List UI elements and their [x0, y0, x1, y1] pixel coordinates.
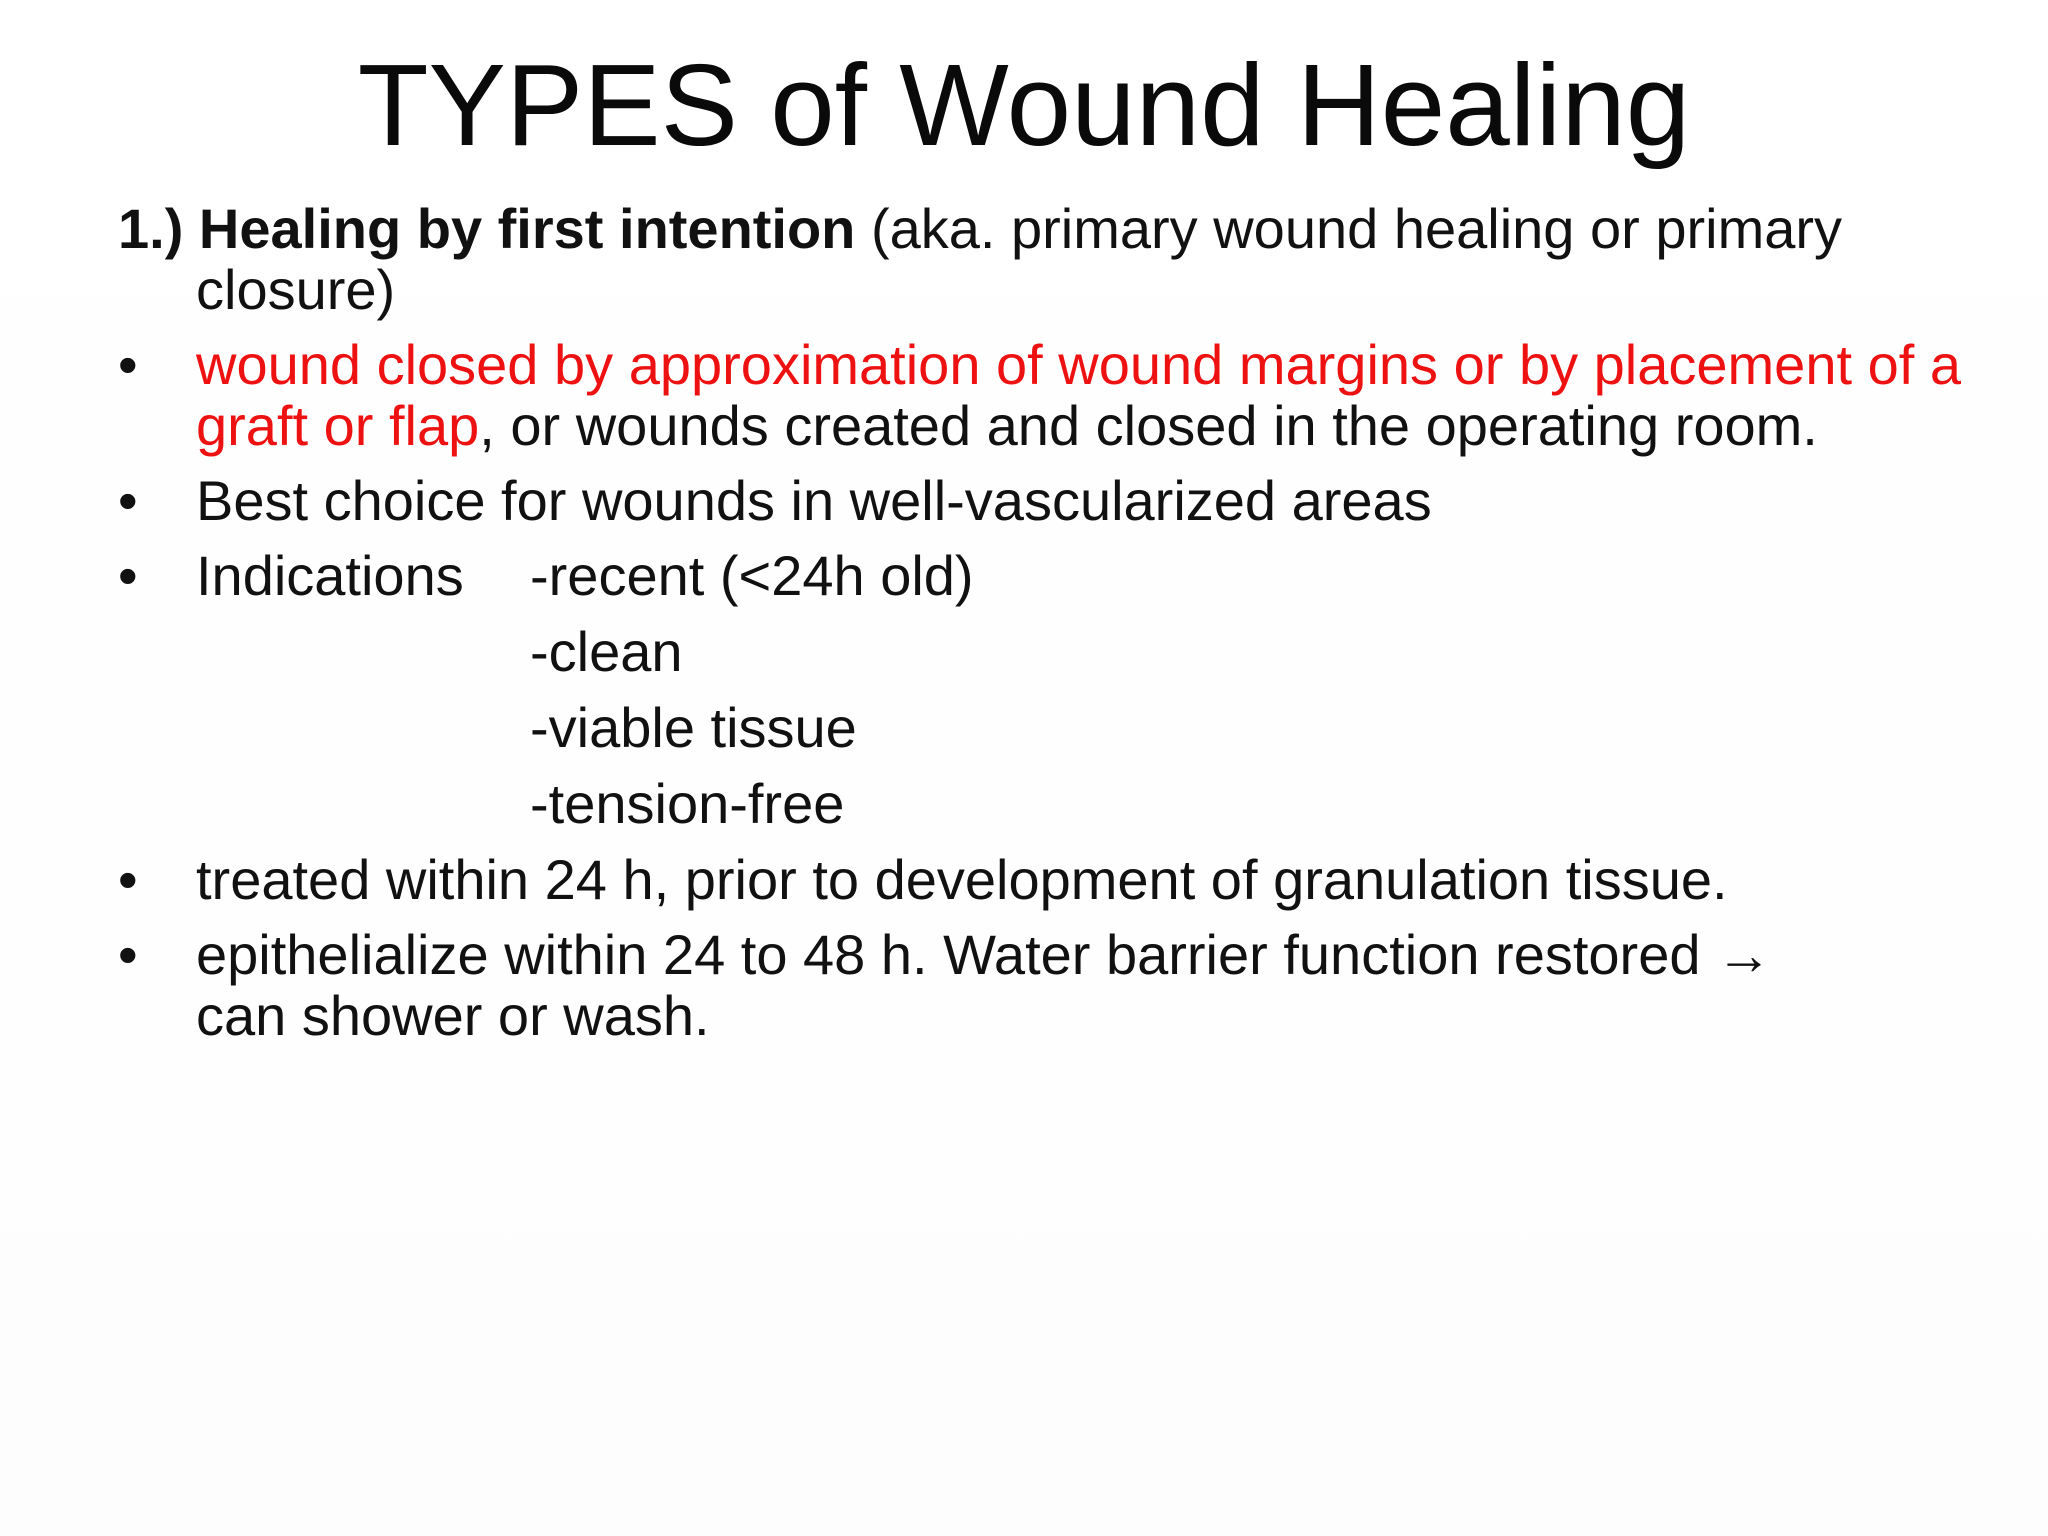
bullet-item-1: [118, 334, 1998, 456]
bullet-dot-icon: •: [118, 333, 138, 396]
bullet-dot-icon: •: [118, 469, 138, 532]
bullet-item-5: [118, 924, 1998, 1046]
indications-row-4: [196, 773, 1998, 849]
section-heading: [118, 198, 1998, 320]
bullet-dot-icon: •: [118, 848, 138, 911]
bullet-5-text-after: can shower or wash.: [196, 984, 710, 1047]
bullet-2-text: Best choice for wounds in well-vascularized areas: [196, 469, 1432, 532]
indication-item: -viable tissue: [530, 696, 857, 759]
heading-number: 1.): [118, 197, 184, 260]
bullet-dot-icon: •: [118, 544, 138, 607]
bullet-item-4: [118, 849, 1998, 910]
bullet-1-red-text: wound closed by approximation of wound margins or by placement of a graft or flap: [196, 333, 1961, 457]
heading-rest-text: (aka. primary wound healing or primary closure): [196, 197, 1843, 321]
indications-row-1: [196, 545, 1998, 621]
bullet-item-3: [118, 545, 1998, 849]
heading-bold-text: Healing by first intention: [198, 197, 856, 260]
indication-item: -clean: [530, 620, 683, 683]
indication-item: -recent (<24h old): [530, 544, 974, 607]
bullet-4-text: treated within 24 h, prior to development of granulation tissue.: [196, 848, 1728, 911]
bullet-5-text-before: epithelialize within 24 to 48 h. Water barrier function restored: [196, 923, 1701, 986]
right-arrow-icon: →: [1716, 923, 1773, 986]
bullet-1-rest-text: , or wounds created and closed in the operating room.: [479, 394, 1818, 457]
bullet-dot-icon: •: [118, 923, 138, 986]
slide-title: TYPES of Wound Healing: [357, 40, 1691, 170]
bullet-item-2: [118, 470, 1998, 531]
indication-item: -tension-free: [530, 772, 845, 835]
indications-row-2: [196, 621, 1998, 697]
indications-row-3: [196, 697, 1998, 773]
indications-label: Indications: [196, 544, 464, 607]
slide-body: [118, 198, 1998, 1060]
